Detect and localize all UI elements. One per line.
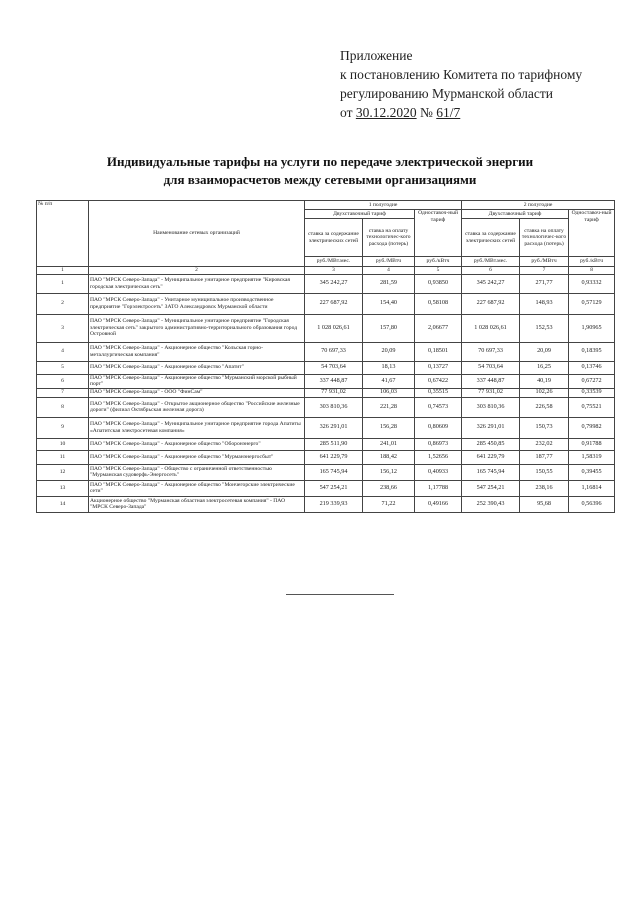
tariff-value: 337 448,87 (305, 374, 363, 388)
tariff-value: 0,39455 (569, 464, 615, 480)
org-name: ПАО "МРСК Северо-Запада" - Акционерное общество "Кольская горно-металлургическая компания" (89, 342, 305, 361)
tariff-value: 0,35515 (415, 388, 462, 397)
title-line-1: Индивидуальные тарифы на услуги по передаче электрической энергии (106, 154, 534, 169)
tariff-value: 547 254,21 (305, 480, 363, 496)
tariff-value: 77 931,02 (462, 388, 520, 397)
tariff-value: 41,67 (363, 374, 415, 388)
tariff-value: 303 810,36 (305, 397, 363, 417)
appendix-line-2: к постановлению Комитета по тарифному (340, 67, 583, 82)
col-number: 8 (569, 267, 615, 275)
tariff-value: 0,75521 (569, 397, 615, 417)
tariff-value: 345 242,27 (305, 274, 363, 293)
tariff-value: 345 242,27 (462, 274, 520, 293)
tariff-value: 0,58108 (415, 293, 462, 314)
tariff-value: 241,01 (363, 438, 415, 450)
header-half-1: 1 полугодие (305, 201, 462, 210)
table-row (37, 342, 615, 361)
column-number-row (37, 267, 615, 275)
row-number: 8 (37, 397, 89, 417)
tariff-value: 0,93332 (569, 274, 615, 293)
tariff-value: 54 703,64 (305, 361, 363, 374)
tariff-value: 77 931,02 (305, 388, 363, 397)
table-row (37, 464, 615, 480)
tariff-value: 18,13 (363, 361, 415, 374)
tariff-value: 232,02 (520, 438, 569, 450)
appendix-line-4 (340, 103, 630, 122)
tariff-value: 150,73 (520, 417, 569, 438)
row-number: 4 (37, 342, 89, 361)
tariff-value: 1 028 026,61 (305, 314, 363, 342)
org-name: ПАО "МРСК Северо-Запада" - Открытое акционерное общество "Российские железные дороги" (филиал Октябрьская железная дорога) (89, 397, 305, 417)
tariff-value: 40,19 (520, 374, 569, 388)
unit-loss-2: руб./МВтч (520, 257, 569, 267)
row-number: 5 (37, 361, 89, 374)
header-two-part-2: Двухставочный тариф (462, 210, 569, 219)
tariff-value: 285 450,85 (462, 438, 520, 450)
tariff-value: 219 339,93 (305, 496, 363, 512)
title-line-2: для взаиморасчетов между сетевыми организациями (163, 172, 477, 187)
tariff-value: 0,57129 (569, 293, 615, 314)
row-number: 2 (37, 293, 89, 314)
header-one-part-2: Одноставоч-ный тариф (569, 210, 615, 257)
tariff-value: 165 745,94 (305, 464, 363, 480)
tariff-value: 337 448,87 (462, 374, 520, 388)
org-name: ПАО "МРСК Северо-Запада" - Акционерное общество "Мурманэнергосбыт" (89, 450, 305, 464)
tariff-value: 1 028 026,61 (462, 314, 520, 342)
table-row (37, 450, 615, 464)
tariff-value: 0,18501 (415, 342, 462, 361)
org-name: ПАО "МРСК Северо-Запада" - ООО "ФинСам" (89, 388, 305, 397)
appendix-block (340, 46, 630, 122)
table-row (37, 397, 615, 417)
tariff-value: 2,06677 (415, 314, 462, 342)
header-two-part-1: Двухставочный тариф (305, 210, 415, 219)
tariff-value: 0,67272 (569, 374, 615, 388)
unit-one-1: руб./кВтч (415, 257, 462, 267)
header-rate-maint-2: ставка за содержание электрических сетей (462, 219, 520, 257)
tariff-value: 0,18395 (569, 342, 615, 361)
row-number: 13 (37, 480, 89, 496)
row-number: 12 (37, 464, 89, 480)
unit-maint-1: руб./МВт.мес. (305, 257, 363, 267)
tariff-value: 188,42 (363, 450, 415, 464)
unit-loss-1: руб./МВтч (363, 257, 415, 267)
header-one-part-1: Одноставоч-ный тариф (415, 210, 462, 257)
tariff-value: 1,17788 (415, 480, 462, 496)
header-rate-loss-1: ставка на оплату технологичес-кого расхода (потерь) (363, 219, 415, 257)
table-row (37, 496, 615, 512)
tariff-value: 157,80 (363, 314, 415, 342)
header-rate-loss-2: ставка на оплату технологичес-кого расхода (потерь) (520, 219, 569, 257)
appendix-line-3: регулированию Мурманской области (340, 86, 553, 101)
tariff-value: 0,74573 (415, 397, 462, 417)
tariff-value: 165 745,94 (462, 464, 520, 480)
resolution-number: 61/7 (436, 105, 461, 120)
tariff-value: 281,59 (363, 274, 415, 293)
tariff-value: 20,09 (520, 342, 569, 361)
tariff-value: 150,55 (520, 464, 569, 480)
unit-maint-2: руб./МВт.мес. (462, 257, 520, 267)
row-number: 1 (37, 274, 89, 293)
tariff-value: 326 291,01 (305, 417, 363, 438)
tariff-value: 0,86973 (415, 438, 462, 450)
tariff-value: 547 254,21 (462, 480, 520, 496)
org-name: ПАО "МРСК Северо-Запада" - Общество с ограниченной ответственностью "Мурманская судоверфь-Энергосеть" (89, 464, 305, 480)
tariff-value: 95,68 (520, 496, 569, 512)
resolution-date: 30.12.2020 (355, 105, 417, 120)
tariff-value: 252 390,43 (462, 496, 520, 512)
tariff-value: 1,90965 (569, 314, 615, 342)
tariff-value: 106,03 (363, 388, 415, 397)
col-number: 1 (37, 267, 89, 275)
table-row (37, 480, 615, 496)
header-rate-maint-1: ставка за содержание электрических сетей (305, 219, 363, 257)
tariff-value: 221,28 (363, 397, 415, 417)
tariff-value: 0,56396 (569, 496, 615, 512)
table-row (37, 274, 615, 293)
tariff-value: 641 229,79 (462, 450, 520, 464)
tariff-value: 0,91788 (569, 438, 615, 450)
tariff-value: 70 697,33 (462, 342, 520, 361)
col-number: 3 (305, 267, 363, 275)
tariff-value: 0,93850 (415, 274, 462, 293)
tariff-value: 238,66 (363, 480, 415, 496)
tariff-value: 1,16814 (569, 480, 615, 496)
tariff-value: 641 229,79 (305, 450, 363, 464)
tariff-value: 0,49166 (415, 496, 462, 512)
org-name: ПАО "МРСК Северо-Запада" - Акционерное общество "Мончегорские электрические сети" (89, 480, 305, 496)
tariff-value: 0,67422 (415, 374, 462, 388)
tariff-value: 227 687,92 (305, 293, 363, 314)
row-number: 14 (37, 496, 89, 512)
header-half-2: 2 полугодие (462, 201, 615, 210)
org-name: ПАО "МРСК Северо-Запада" - Муниципальное унитарное предприятие "Городская электрическая сеть" закрытого административно-территориального образования город Островной (89, 314, 305, 342)
bottom-separator (286, 594, 394, 595)
table-row (37, 417, 615, 438)
header-org-name: Наименование сетевых организаций (89, 201, 305, 267)
col-number: 6 (462, 267, 520, 275)
tariff-value: 156,12 (363, 464, 415, 480)
tariff-value: 187,77 (520, 450, 569, 464)
tariff-value: 0,13727 (415, 361, 462, 374)
org-name: ПАО "МРСК Северо-Запада" - Муниципальное унитарное предприятие города Апатиты «Апатитская электросетевая компания» (89, 417, 305, 438)
tariff-value: 71,22 (363, 496, 415, 512)
tariff-value: 0,80609 (415, 417, 462, 438)
tariff-value: 70 697,33 (305, 342, 363, 361)
document-title (40, 153, 600, 189)
tariff-value: 0,79982 (569, 417, 615, 438)
row-number: 6 (37, 374, 89, 388)
tariff-value: 16,25 (520, 361, 569, 374)
tariff-value: 0,40933 (415, 464, 462, 480)
unit-one-2: руб./кВтч (569, 257, 615, 267)
org-name: ПАО "МРСК Северо-Запада" - Акционерное общество "Мурманский морской рыбный порт" (89, 374, 305, 388)
table-row (37, 293, 615, 314)
tariff-value: 271,77 (520, 274, 569, 293)
col-number: 5 (415, 267, 462, 275)
tariff-value: 0,33539 (569, 388, 615, 397)
table-row (37, 374, 615, 388)
org-name: ПАО "МРСК Северо-Запада" - Муниципальное унитарное предприятие "Кировская городская электрическая сеть" (89, 274, 305, 293)
header-num: № п/п (37, 201, 89, 267)
row-number: 9 (37, 417, 89, 438)
tariff-value: 156,28 (363, 417, 415, 438)
tariff-value: 54 703,64 (462, 361, 520, 374)
appendix-line-1: Приложение (340, 48, 413, 63)
table-row (37, 388, 615, 397)
row-number: 3 (37, 314, 89, 342)
col-number: 7 (520, 267, 569, 275)
row-number: 7 (37, 388, 89, 397)
table-row (37, 361, 615, 374)
table-row (37, 314, 615, 342)
col-number: 4 (363, 267, 415, 275)
number-prefix: № (416, 105, 437, 120)
tariff-value: 148,93 (520, 293, 569, 314)
tariff-value: 102,26 (520, 388, 569, 397)
tariff-value: 326 291,01 (462, 417, 520, 438)
col-number: 2 (89, 267, 305, 275)
org-name: ПАО "МРСК Северо-Запада" - Акционерное общество "Апатит" (89, 361, 305, 374)
tariff-value: 1,52656 (415, 450, 462, 464)
tariff-value: 152,53 (520, 314, 569, 342)
tariff-value: 20,09 (363, 342, 415, 361)
tariff-value: 285 511,90 (305, 438, 363, 450)
tariff-value: 227 687,92 (462, 293, 520, 314)
org-name: ПАО "МРСК Северо-Запада" - Унитарное муниципальное производственное предприятие "Горэлектросеть" ЗАТО Александровск Мурманской области (89, 293, 305, 314)
tariff-table (36, 200, 615, 513)
tariff-value: 1,58319 (569, 450, 615, 464)
table-row (37, 438, 615, 450)
tariff-value: 0,13746 (569, 361, 615, 374)
date-prefix: от (340, 105, 356, 120)
tariff-value: 303 810,36 (462, 397, 520, 417)
tariff-value: 238,16 (520, 480, 569, 496)
row-number: 11 (37, 450, 89, 464)
org-name: ПАО "МРСК Северо-Запада" - Акционерное общество "Оборонэнерго" (89, 438, 305, 450)
org-name: Акционерное общество "Мурманская областная электросетевая компания" - ПАО "МРСК Северо-Запада" (89, 496, 305, 512)
tariff-value: 226,58 (520, 397, 569, 417)
row-number: 10 (37, 438, 89, 450)
tariff-value: 154,40 (363, 293, 415, 314)
